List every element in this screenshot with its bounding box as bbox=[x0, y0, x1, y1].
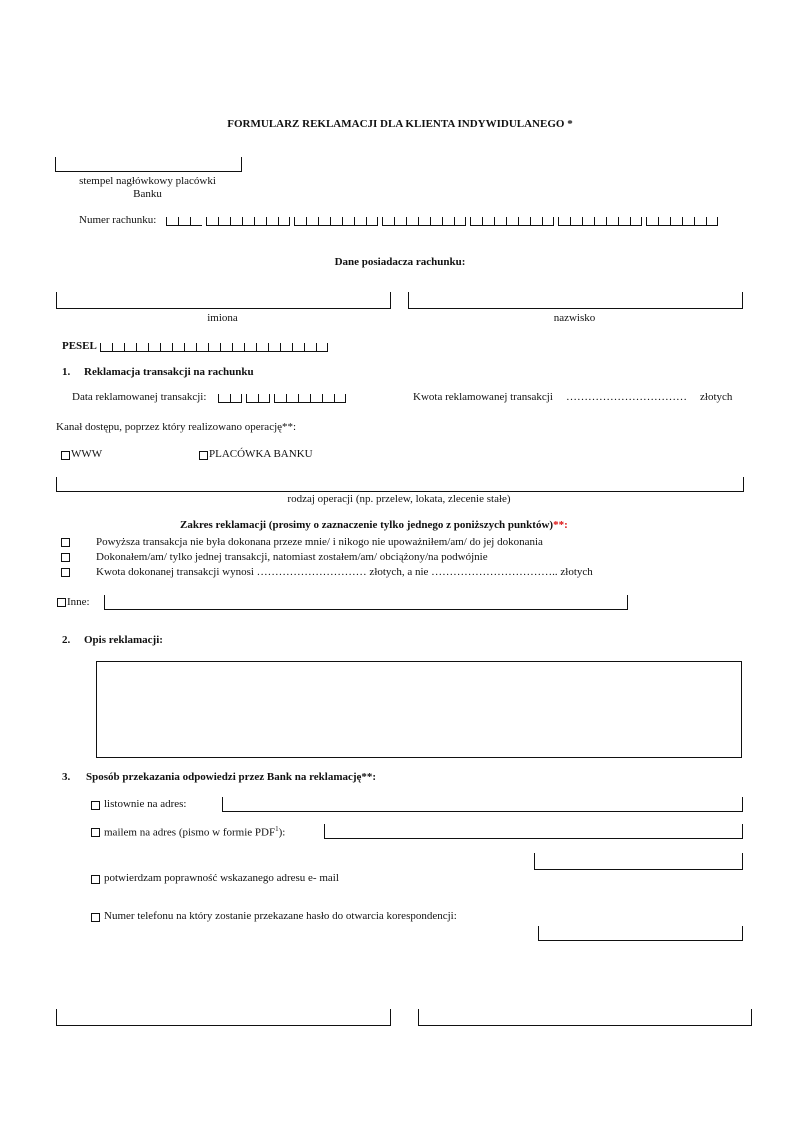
section3-number: 3. bbox=[62, 771, 71, 783]
channel-branch-label: PLACÓWKA BANKU bbox=[209, 448, 313, 460]
stamp-label-line1: stempel nagłówkowy placówki bbox=[79, 175, 216, 187]
section1-number: 1. bbox=[62, 366, 71, 378]
scope-heading-stars: **: bbox=[553, 519, 568, 531]
phone-label: Numer telefonu na który zostanie przekazane hasło do otwarcia korespondencji: bbox=[104, 910, 457, 922]
stamp-label-line2: Banku bbox=[133, 188, 162, 200]
reply-email-text: mailem na adres (pismo w formie PDF bbox=[104, 826, 276, 839]
signature-field-right[interactable] bbox=[418, 1009, 752, 1026]
confirm-email-checkbox[interactable] bbox=[91, 875, 100, 884]
scope-heading-text: Zakres reklamacji (prosimy o zaznaczenie tylko jednego z poniższych punktów) bbox=[180, 519, 554, 531]
first-names-field[interactable] bbox=[56, 292, 391, 309]
scope-option3-unit: złotych bbox=[560, 566, 593, 578]
scope-heading bbox=[180, 519, 568, 531]
first-names-label: imiona bbox=[207, 312, 238, 324]
section1-heading: Reklamacja transakcji na rachunku bbox=[84, 366, 254, 378]
scope-option2-checkbox[interactable] bbox=[61, 553, 70, 562]
scope-other-field[interactable] bbox=[104, 595, 628, 610]
signature-field-left[interactable] bbox=[56, 1009, 391, 1026]
owner-heading: Dane posiadacza rachunku: bbox=[334, 256, 466, 268]
transaction-amount-unit: złotych bbox=[700, 391, 733, 403]
surname-label: nazwisko bbox=[553, 312, 596, 324]
operation-type-label: rodzaj operacji (np. przelew, lokata, zlecenie stałe) bbox=[287, 493, 511, 505]
scope-option3-label bbox=[96, 566, 593, 578]
pesel-field[interactable] bbox=[100, 340, 328, 352]
scope-option1-label: Powyższa transakcja nie była dokonana przeze mnie/ i nikogo nie upoważniłem/am/ do jej dokonania bbox=[96, 536, 543, 548]
section2-number: 2. bbox=[62, 634, 71, 646]
channel-branch-checkbox[interactable] bbox=[199, 451, 208, 460]
stamp-area bbox=[55, 157, 242, 172]
surname-field[interactable] bbox=[408, 292, 743, 309]
section3-heading: Sposób przekazania odpowiedzi przez Bank na reklamację**: bbox=[86, 771, 377, 783]
reply-email-confirm-field[interactable] bbox=[534, 853, 743, 870]
complaint-description-field[interactable] bbox=[96, 661, 742, 758]
confirm-email-label: potwierdzam poprawność wskazanego adresu e- mail bbox=[104, 872, 339, 884]
channel-www-checkbox[interactable] bbox=[61, 451, 70, 460]
scope-other-label: Inne: bbox=[67, 596, 90, 608]
reply-email-address-field[interactable] bbox=[324, 824, 743, 839]
reply-post-address-field[interactable] bbox=[222, 797, 743, 812]
phone-field[interactable] bbox=[538, 926, 743, 941]
reply-email-label bbox=[104, 825, 285, 839]
form-title: FORMULARZ REKLAMACJI DLA KLIENTA INDYWIDULANEGO * bbox=[227, 118, 573, 130]
channel-www-label: WWW bbox=[71, 448, 103, 460]
transaction-amount-label: Kwota reklamowanej transakcji bbox=[413, 391, 553, 403]
scope-option2-label: Dokonałem/am/ tylko jednej transakcji, natomiast zostałem/am/ obciążony/na podwójnie bbox=[96, 551, 488, 563]
scope-option3-text: Kwota dokonanej transakcji wynosi ………………………… złotych, a nie …………………………….. bbox=[96, 566, 558, 578]
reply-post-label: listownie na adres: bbox=[104, 798, 187, 810]
scope-option3-checkbox[interactable] bbox=[61, 568, 70, 577]
reply-email-checkbox[interactable] bbox=[91, 828, 100, 837]
transaction-date-label: Data reklamowanej transakcji: bbox=[72, 391, 207, 403]
transaction-date-field[interactable] bbox=[218, 391, 346, 403]
phone-checkbox[interactable] bbox=[91, 913, 100, 922]
scope-other-checkbox[interactable] bbox=[57, 598, 66, 607]
operation-type-field[interactable] bbox=[56, 477, 744, 492]
reply-post-checkbox[interactable] bbox=[91, 801, 100, 810]
account-number-field[interactable] bbox=[166, 214, 722, 226]
account-number-label: Numer rachunku: bbox=[79, 214, 157, 226]
reply-email-text-end: ): bbox=[278, 826, 286, 839]
pesel-label: PESEL bbox=[62, 340, 97, 352]
transaction-amount-field[interactable]: …………………………… bbox=[566, 391, 687, 403]
section2-heading: Opis reklamacji: bbox=[84, 634, 163, 646]
access-channel-label: Kanał dostępu, poprzez który realizowano operację**: bbox=[56, 421, 297, 433]
reply-email-footnote: 1 bbox=[275, 825, 279, 833]
scope-option1-checkbox[interactable] bbox=[61, 538, 70, 547]
